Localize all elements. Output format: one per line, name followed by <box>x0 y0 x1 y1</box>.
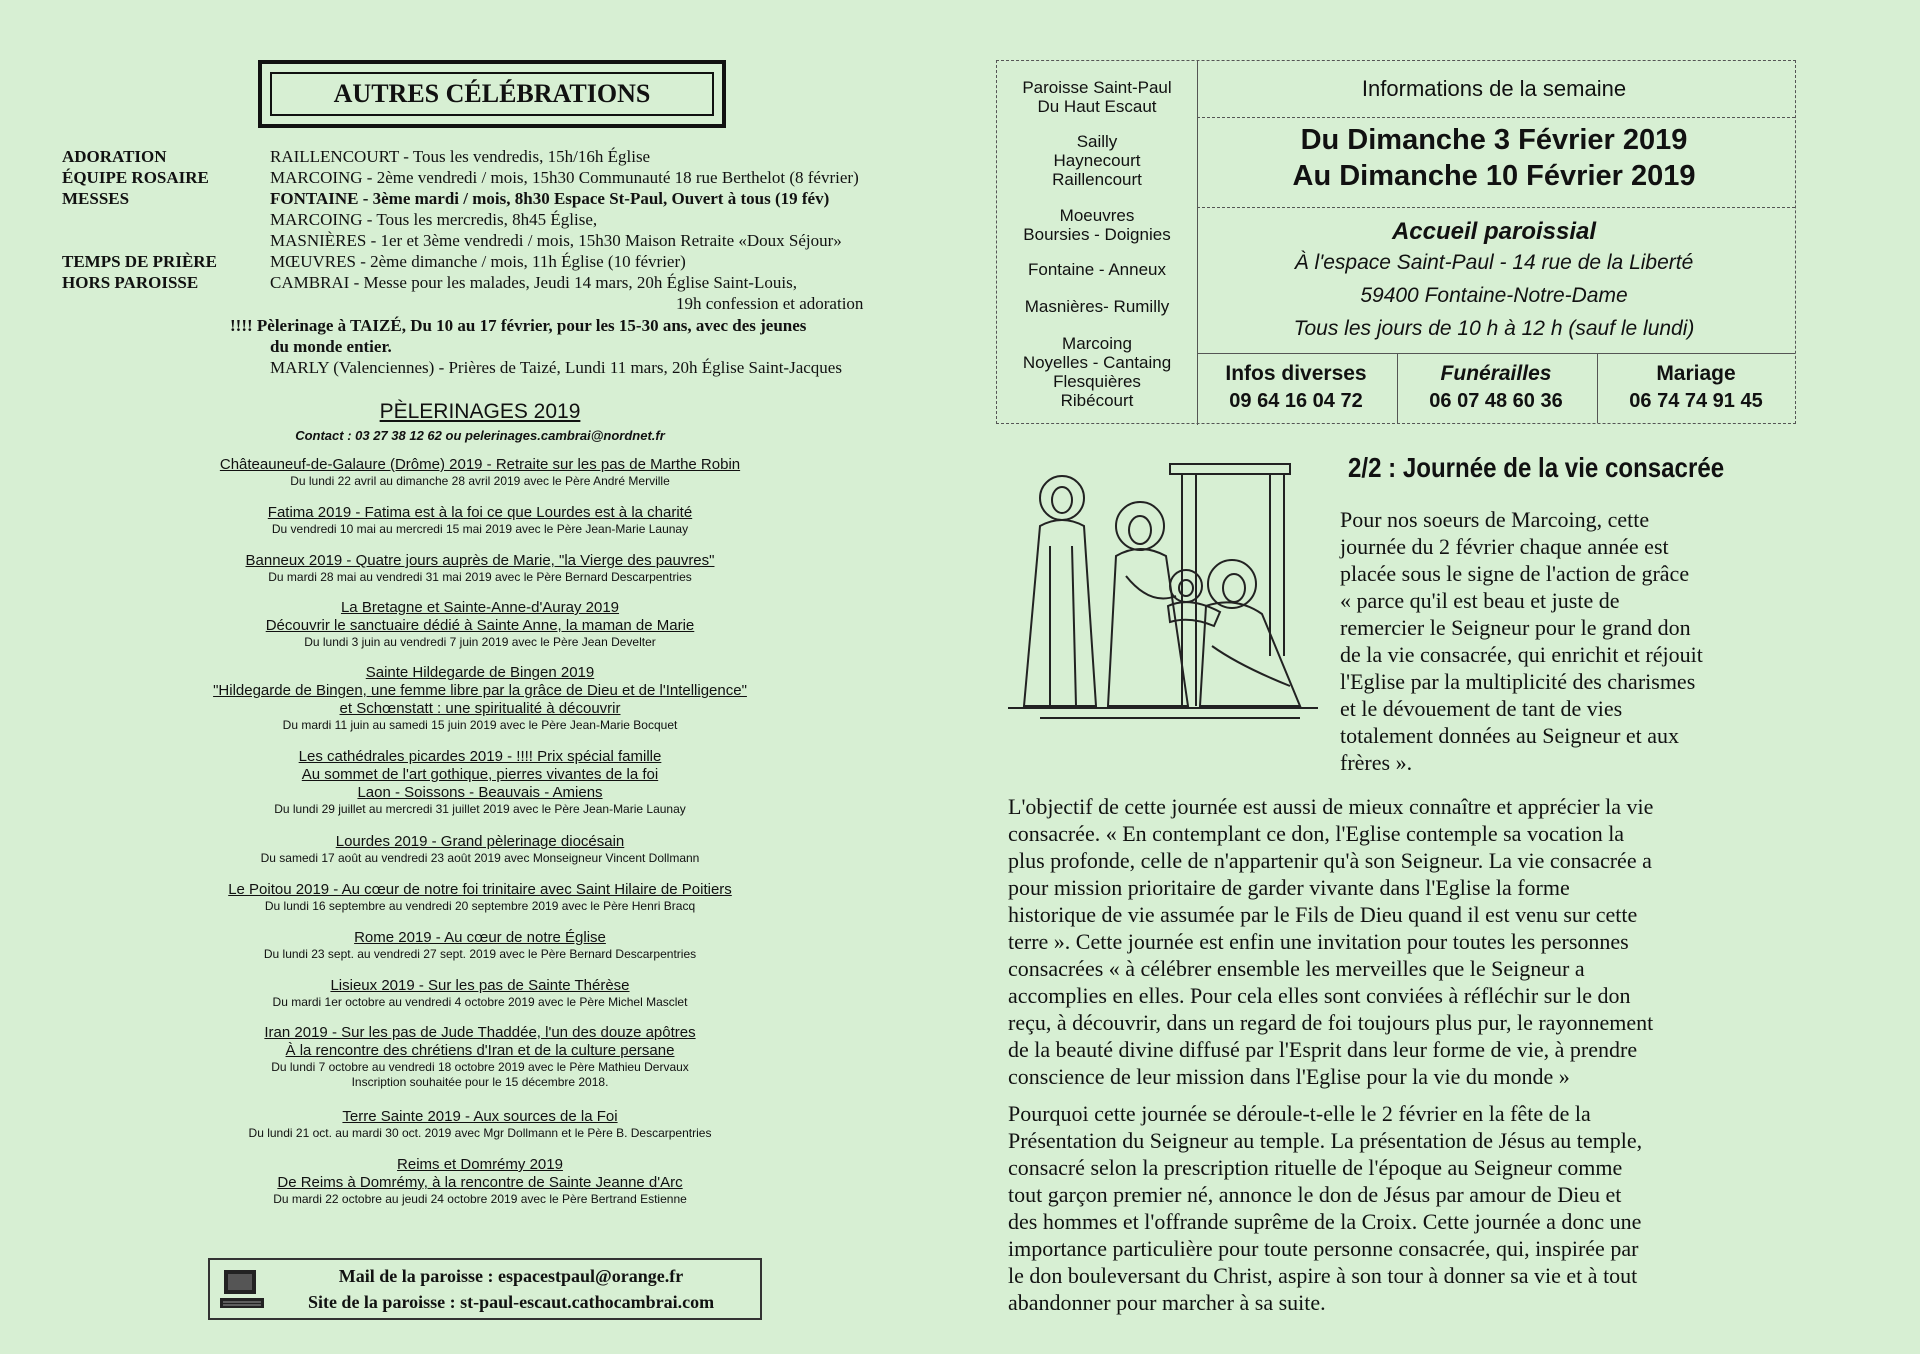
contact-phone: 06 74 74 91 45 <box>1629 390 1763 412</box>
paragraph-line: totalement données au Seigneur et aux <box>1340 723 1680 748</box>
contact-label: Infos diverses <box>1225 362 1367 385</box>
trip-date: Du mardi 11 juin au samedi 15 juin 2019 avec le Père Jean-Marie Bocquet <box>282 718 678 732</box>
divider <box>1197 353 1795 354</box>
label-equipe-rosaire: ÉQUIPE ROSAIRE <box>62 168 209 187</box>
paragraph-line: Pourquoi cette journée se déroule-t-elle le 2 février en la fête de la <box>1008 1101 1591 1126</box>
contact-mail-box <box>208 1258 762 1320</box>
paragraph-line: des hommes et l'offrande suprême de la Croix. Cette journée a donc une <box>1008 1209 1642 1234</box>
parish-line: Marcoing <box>1062 334 1132 353</box>
trip-date: Du lundi 7 octobre au vendredi 18 octobre 2019 avec le Père Mathieu Dervaux <box>271 1060 689 1074</box>
celebration-line: MŒUVRES - 2ème dimanche / mois, 11h Église (10 février) <box>270 252 686 271</box>
label-temps-de-priere: TEMPS DE PRIÈRE <box>62 252 217 271</box>
celebration-line: 19h confession et adoration <box>676 294 864 313</box>
trip-date: Du lundi 23 sept. au vendredi 27 sept. 2019 avec le Père Bernard Descarpentries <box>263 947 697 961</box>
trip-title: Banneux 2019 - Quatre jours auprès de Marie, "la Vierge des pauvres" <box>245 552 715 569</box>
paragraph-line: placée sous le signe de l'action de grâce <box>1340 561 1690 586</box>
trip-title: Lourdes 2019 - Grand pèlerinage diocésain <box>335 833 625 850</box>
trip-title: Rome 2019 - Au cœur de notre Église <box>354 929 606 946</box>
trip-title: Sainte Hildegarde de Bingen 2019 <box>365 664 595 681</box>
trip-subtitle: Laon - Soissons - Beauvais - Amiens <box>357 784 603 801</box>
parish-group <box>1004 334 1190 410</box>
trip-date: Du samedi 17 août au vendredi 23 août 2019 avec Monseigneur Vincent Dollmann <box>260 851 700 865</box>
contact-infos-diverses <box>1196 362 1396 413</box>
parish-line: Moeuvres <box>1059 206 1135 225</box>
parish-line: Masnières- Rumilly <box>1024 297 1170 316</box>
trip-title: Terre Sainte 2019 - Aux sources de la Foi <box>342 1108 618 1125</box>
parish-line: Raillencourt <box>1052 170 1142 189</box>
paragraph-line: de la beauté divine diffusé par l'Esprit dans leur forme de vie, à prendre <box>1008 1037 1638 1062</box>
trip-item <box>120 1024 840 1090</box>
trip-item <box>120 833 840 866</box>
article-paragraph-1 <box>1340 506 1790 776</box>
trip-item <box>120 552 840 585</box>
trip-note: Inscription souhaitée pour le 15 décembre 2018. <box>351 1075 609 1089</box>
celebration-line: CAMBRAI - Messe pour les malades, Jeudi 14 mars, 20h Église Saint-Louis, <box>270 273 797 292</box>
trip-title: Châteauneuf-de-Galaure (Drôme) 2019 - Retraite sur les pas de Marthe Robin <box>219 456 741 473</box>
paragraph-line: importance particulière pour toute personne consacrée, qui, inspirée par <box>1008 1236 1639 1261</box>
trip-item <box>120 664 840 733</box>
trip-subtitle: "Hildegarde de Bingen, une femme libre par la grâce de Dieu et de l'Intelligence" <box>213 682 747 699</box>
trip-date: Du mardi 28 mai au vendredi 31 mai 2019 avec le Père Bernard Descarpentries <box>268 570 692 584</box>
trip-item <box>120 1156 840 1207</box>
trip-subtitle: et Schœnstatt : une spiritualité à découvrir <box>339 700 621 717</box>
parish-line: Boursies - Doignies <box>1023 225 1171 244</box>
trip-item <box>120 881 840 914</box>
trip-item <box>120 977 840 1010</box>
paragraph-line: terre ». Cette journée est enfin une invitation pour toutes les personnes <box>1008 929 1629 954</box>
contact-label: Mariage <box>1656 362 1736 385</box>
paragraph-line: plus profonde, celle de n'appartenir qu'à son Seigneur. La vie consacrée a <box>1008 848 1652 873</box>
trip-item <box>120 748 840 817</box>
celebration-line: MASNIÈRES - 1er et 3ème vendredi / mois, 15h30 Maison Retraite «Doux Séjour» <box>270 231 842 250</box>
paragraph-line: consacrées « à célébrer ensemble les merveilles que le Seigneur a <box>1008 956 1585 981</box>
trip-subtitle: Découvrir le sanctuaire dédié à Sainte Anne, la maman de Marie <box>265 617 695 634</box>
celebration-line: MARCOING - 2ème vendredi / mois, 15h30 Communauté 18 rue Berthelot (8 février) <box>270 168 859 187</box>
taize-pelerinage-line: !!!! Pèlerinage à TAIZÉ, Du 10 au 17 février, pour les 15-30 ans, avec des jeunes <box>230 316 807 335</box>
info-header: Informations de la semaine <box>1361 76 1627 101</box>
presentation-temple-illustration <box>1000 456 1326 726</box>
contact-phone: 09 64 16 04 72 <box>1229 390 1363 412</box>
parish-line: Paroisse Saint-Paul <box>1022 78 1172 97</box>
paragraph-line: consacrée. « En contemplant ce don, l'Eglise contemple sa vocation la <box>1008 821 1625 846</box>
trip-subtitle: À la rencontre des chrétiens d'Iran et de la culture persane <box>285 1042 675 1059</box>
parish-line: Haynecourt <box>1053 151 1141 170</box>
divider <box>1197 117 1795 118</box>
trip-title: Fatima 2019 - Fatima est à la foi ce que Lourdes est à la charité <box>267 504 693 521</box>
paragraph-line: « parce qu'il est beau et juste de <box>1340 588 1620 613</box>
trip-title: Reims et Domrémy 2019 <box>397 1156 563 1173</box>
trip-subtitle: De Reims à Domrémy, à la rencontre de Sainte Jeanne d'Arc <box>277 1174 683 1191</box>
paragraph-line: conscience de leur mission dans l'Eglise pour la vie du monde » <box>1008 1064 1570 1089</box>
parish-line: Sailly <box>1076 132 1118 151</box>
contact-funerailles <box>1396 362 1596 413</box>
paragraph-line: pour mission prioritaire de garder vivante dans l'Eglise la forme <box>1008 875 1570 900</box>
article-paragraph-2 <box>1008 793 1792 1090</box>
trip-item <box>120 504 840 537</box>
trip-title: Lisieux 2019 - Sur les pas de Sainte Thérèse <box>330 977 630 994</box>
autres-celebrations-box <box>258 60 726 128</box>
paragraph-line: consacré selon la prescription rituelle de l'époque au Seigneur comme <box>1008 1155 1623 1180</box>
parish-mail: Mail de la paroisse : espacestpaul@orange.fr <box>338 1266 684 1286</box>
label-adoration: ADORATION <box>62 147 167 166</box>
parish-group <box>1004 260 1190 279</box>
trip-date: Du lundi 21 oct. au mardi 30 oct. 2019 avec Mgr Dollmann et le Père B. Descarpentries <box>248 1126 712 1140</box>
computer-icon <box>218 1268 266 1312</box>
parish-line: Fontaine - Anneux <box>1028 260 1166 279</box>
contact-label: Funérailles <box>1440 362 1552 385</box>
paragraph-line: le don bouleversant du Christ, aspire à son tour à donner sa vie et à tout <box>1008 1263 1638 1288</box>
contact-phone: 06 07 48 60 36 <box>1429 390 1563 412</box>
article-paragraph-3 <box>1008 1100 1792 1316</box>
accueil-city: 59400 Fontaine-Notre-Dame <box>1360 284 1628 307</box>
paragraph-line: abandonner pour marcher à sa suite. <box>1008 1290 1326 1315</box>
trip-title: Les cathédrales picardes 2019 - !!!! Prix spécial famille <box>298 748 662 765</box>
divider <box>1197 207 1795 208</box>
trip-item <box>120 929 840 962</box>
pelerinages-title: PÈLERINAGES 2019 <box>379 400 581 423</box>
paragraph-line: accomplies en elles. Pour cela elles sont conviées à réfléchir sur le don <box>1008 983 1631 1008</box>
week-start-date: Du Dimanche 3 Février 2019 <box>1300 124 1688 156</box>
parish-group <box>1004 132 1190 189</box>
parish-line: Flesquières <box>1053 372 1141 391</box>
paragraph-line: l'Eglise par la multiplicité des charismes <box>1340 669 1696 694</box>
trip-date: Du lundi 29 juillet au mercredi 31 juillet 2019 avec le Père Jean-Marie Launay <box>274 802 686 816</box>
trip-date: Du vendredi 10 mai au mercredi 15 mai 2019 avec le Père Jean-Marie Launay <box>271 522 689 536</box>
trip-item <box>120 1108 840 1141</box>
parish-group <box>1004 297 1190 316</box>
paragraph-line: remercier le Seigneur pour le grand don <box>1340 615 1691 640</box>
trip-subtitle: Au sommet de l'art gothique, pierres vivantes de la foi <box>301 766 659 783</box>
paragraph-line: historique de vie assumée par le Fils de Dieu quand il est venu sur cette <box>1008 902 1638 927</box>
paragraph-line: L'objectif de cette journée est aussi de mieux connaître et apprécier la vie <box>1008 794 1654 819</box>
trip-item <box>120 599 840 650</box>
week-end-date: Au Dimanche 10 Février 2019 <box>1292 160 1696 192</box>
trip-date: Du lundi 3 juin au vendredi 7 juin 2019 avec le Père Jean Develter <box>304 635 656 649</box>
pelerinages-contact: Contact : 03 27 38 12 62 ou pelerinages.cambrai@nordnet.fr <box>295 428 665 443</box>
accueil-hours: Tous les jours de 10 h à 12 h (sauf le lundi) <box>1293 317 1695 340</box>
paragraph-line: Pour nos soeurs de Marcoing, cette <box>1340 507 1650 532</box>
parish-line: Ribécourt <box>1060 391 1134 410</box>
parish-line: Noyelles - Cantaing <box>1022 353 1172 372</box>
trip-date: Du lundi 22 avril au dimanche 28 avril 2019 avec le Père André Merville <box>290 474 670 488</box>
accueil-address: À l'espace Saint-Paul - 14 rue de la Liberté <box>1294 251 1694 274</box>
article-title: 2/2 : Journée de la vie consacrée <box>1348 452 1725 483</box>
trip-title: Iran 2019 - Sur les pas de Jude Thaddée, l'un des douze apôtres <box>264 1024 696 1041</box>
celebration-line: MARCOING - Tous les mercredis, 8h45 Église, <box>270 210 598 229</box>
parish-group <box>1004 206 1190 244</box>
paragraph-line: tout garçon premier né, annonce le don de Jésus par amour de Dieu et <box>1008 1182 1622 1207</box>
paragraph-line: de la vie consacrée, qui enrichit et réjouit <box>1340 642 1703 667</box>
celebration-line: MARLY (Valenciennes) - Prières de Taizé, Lundi 11 mars, 20h Église Saint-Jacques <box>270 358 842 377</box>
paragraph-line: et le dévouement de tant de vies <box>1340 696 1623 721</box>
parish-line: Du Haut Escaut <box>1037 97 1157 116</box>
paragraph-line: journée du 2 février chaque année est <box>1340 534 1669 559</box>
paragraph-line: reçu, à découvrir, dans un regard de foi toujours plus pur, le rayonnement <box>1008 1010 1654 1035</box>
label-messes: MESSES <box>62 189 130 208</box>
trip-title: Le Poitou 2019 - Au cœur de notre foi trinitaire avec Saint Hilaire de Poitiers <box>228 881 732 898</box>
taize-pelerinage-line: du monde entier. <box>270 337 392 356</box>
paragraph-line: Présentation du Seigneur au temple. La présentation de Jésus au temple, <box>1008 1128 1643 1153</box>
contact-mariage <box>1596 362 1796 413</box>
celebration-line: FONTAINE - 3ème mardi / mois, 8h30 Espace St-Paul, Ouvert à tous (19 fév) <box>270 189 830 208</box>
trip-date: Du lundi 16 septembre au vendredi 20 septembre 2019 avec le Père Henri Bracq <box>264 899 696 913</box>
autres-celebrations-title: AUTRES CÉLÉBRATIONS <box>270 72 714 116</box>
accueil-title: Accueil paroissial <box>1391 218 1597 245</box>
trip-title: La Bretagne et Sainte-Anne-d'Auray 2019 <box>340 599 620 616</box>
celebration-line: RAILLENCOURT - Tous les vendredis, 15h/16h Église <box>270 147 651 166</box>
label-hors-paroisse: HORS PAROISSE <box>62 273 199 292</box>
paragraph-line: frères ». <box>1340 750 1413 775</box>
trip-date: Du mardi 1er octobre au vendredi 4 octobre 2019 avec le Père Michel Masclet <box>272 995 688 1009</box>
trip-item <box>120 456 840 489</box>
parish-name <box>1004 78 1190 116</box>
parish-website: Site de la paroisse : st-paul-escaut.cathocambrai.com <box>307 1292 715 1312</box>
trip-date: Du mardi 22 octobre au jeudi 24 octobre 2019 avec le Père Bertrand Estienne <box>273 1192 687 1206</box>
